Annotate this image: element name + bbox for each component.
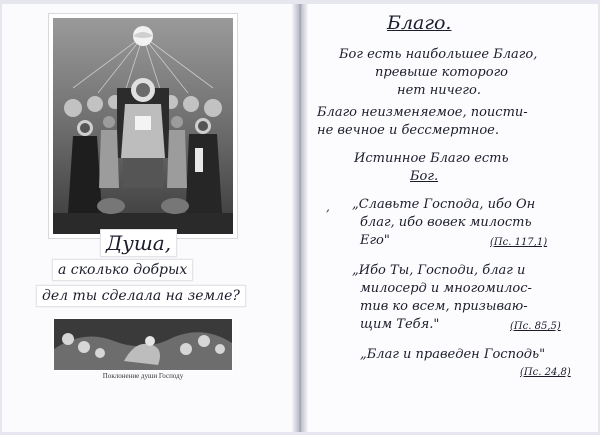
christ-enthroned-illustration: [53, 18, 233, 234]
illustration-caption: Поклонение души Господу: [102, 372, 184, 380]
p1-line-1: Бог есть наибольшее Благо,: [339, 47, 538, 62]
quote1-reference: (Пс. 117,1): [490, 237, 548, 248]
quote2-line-3: тив ко всем, призываю-: [360, 299, 528, 314]
quote2-reference: (Пс. 85,5): [510, 321, 561, 332]
quote1-line-1: „Славьте Господа, ибо Он: [352, 197, 536, 212]
quote2-line-2: милосерд и многомилос-: [360, 281, 532, 296]
icon-illustration-frame: [48, 13, 238, 239]
p1-line-3: нет ничего.: [397, 83, 481, 98]
quote3-reference: (Пс. 24,8): [520, 367, 571, 378]
p3-line-1: Истинное Благо есть: [354, 151, 509, 166]
p3-line-2: Бог.: [410, 169, 439, 184]
p2-line-2: не вечное и бессмертное.: [317, 123, 499, 138]
quote3-line-1: „Благ и праведен Господь": [360, 347, 546, 362]
soul-title: Душа,: [100, 229, 177, 257]
soul-worship-strip-frame: [53, 318, 233, 371]
quote2-line-4: щим Тебя.": [360, 317, 440, 332]
quote2-line-1: „Ибо Ты, Господи, благ и: [352, 263, 526, 278]
soul-line-2: а сколько добрых: [52, 259, 193, 281]
book-gutter: [292, 4, 308, 432]
quote1-line-3: Его": [360, 233, 390, 248]
quote1-line-2: благ, ибо вовек милость: [360, 215, 532, 230]
p1-line-2: превыше которого: [375, 65, 508, 80]
list-mark: ,: [326, 200, 330, 214]
soul-line-3: дел ты сделала на земле?: [36, 285, 246, 307]
soul-worship-illustration: [54, 319, 232, 370]
p2-line-1: Благо неизменяемое, поисти-: [317, 105, 528, 120]
page-title: Благо.: [387, 12, 452, 34]
